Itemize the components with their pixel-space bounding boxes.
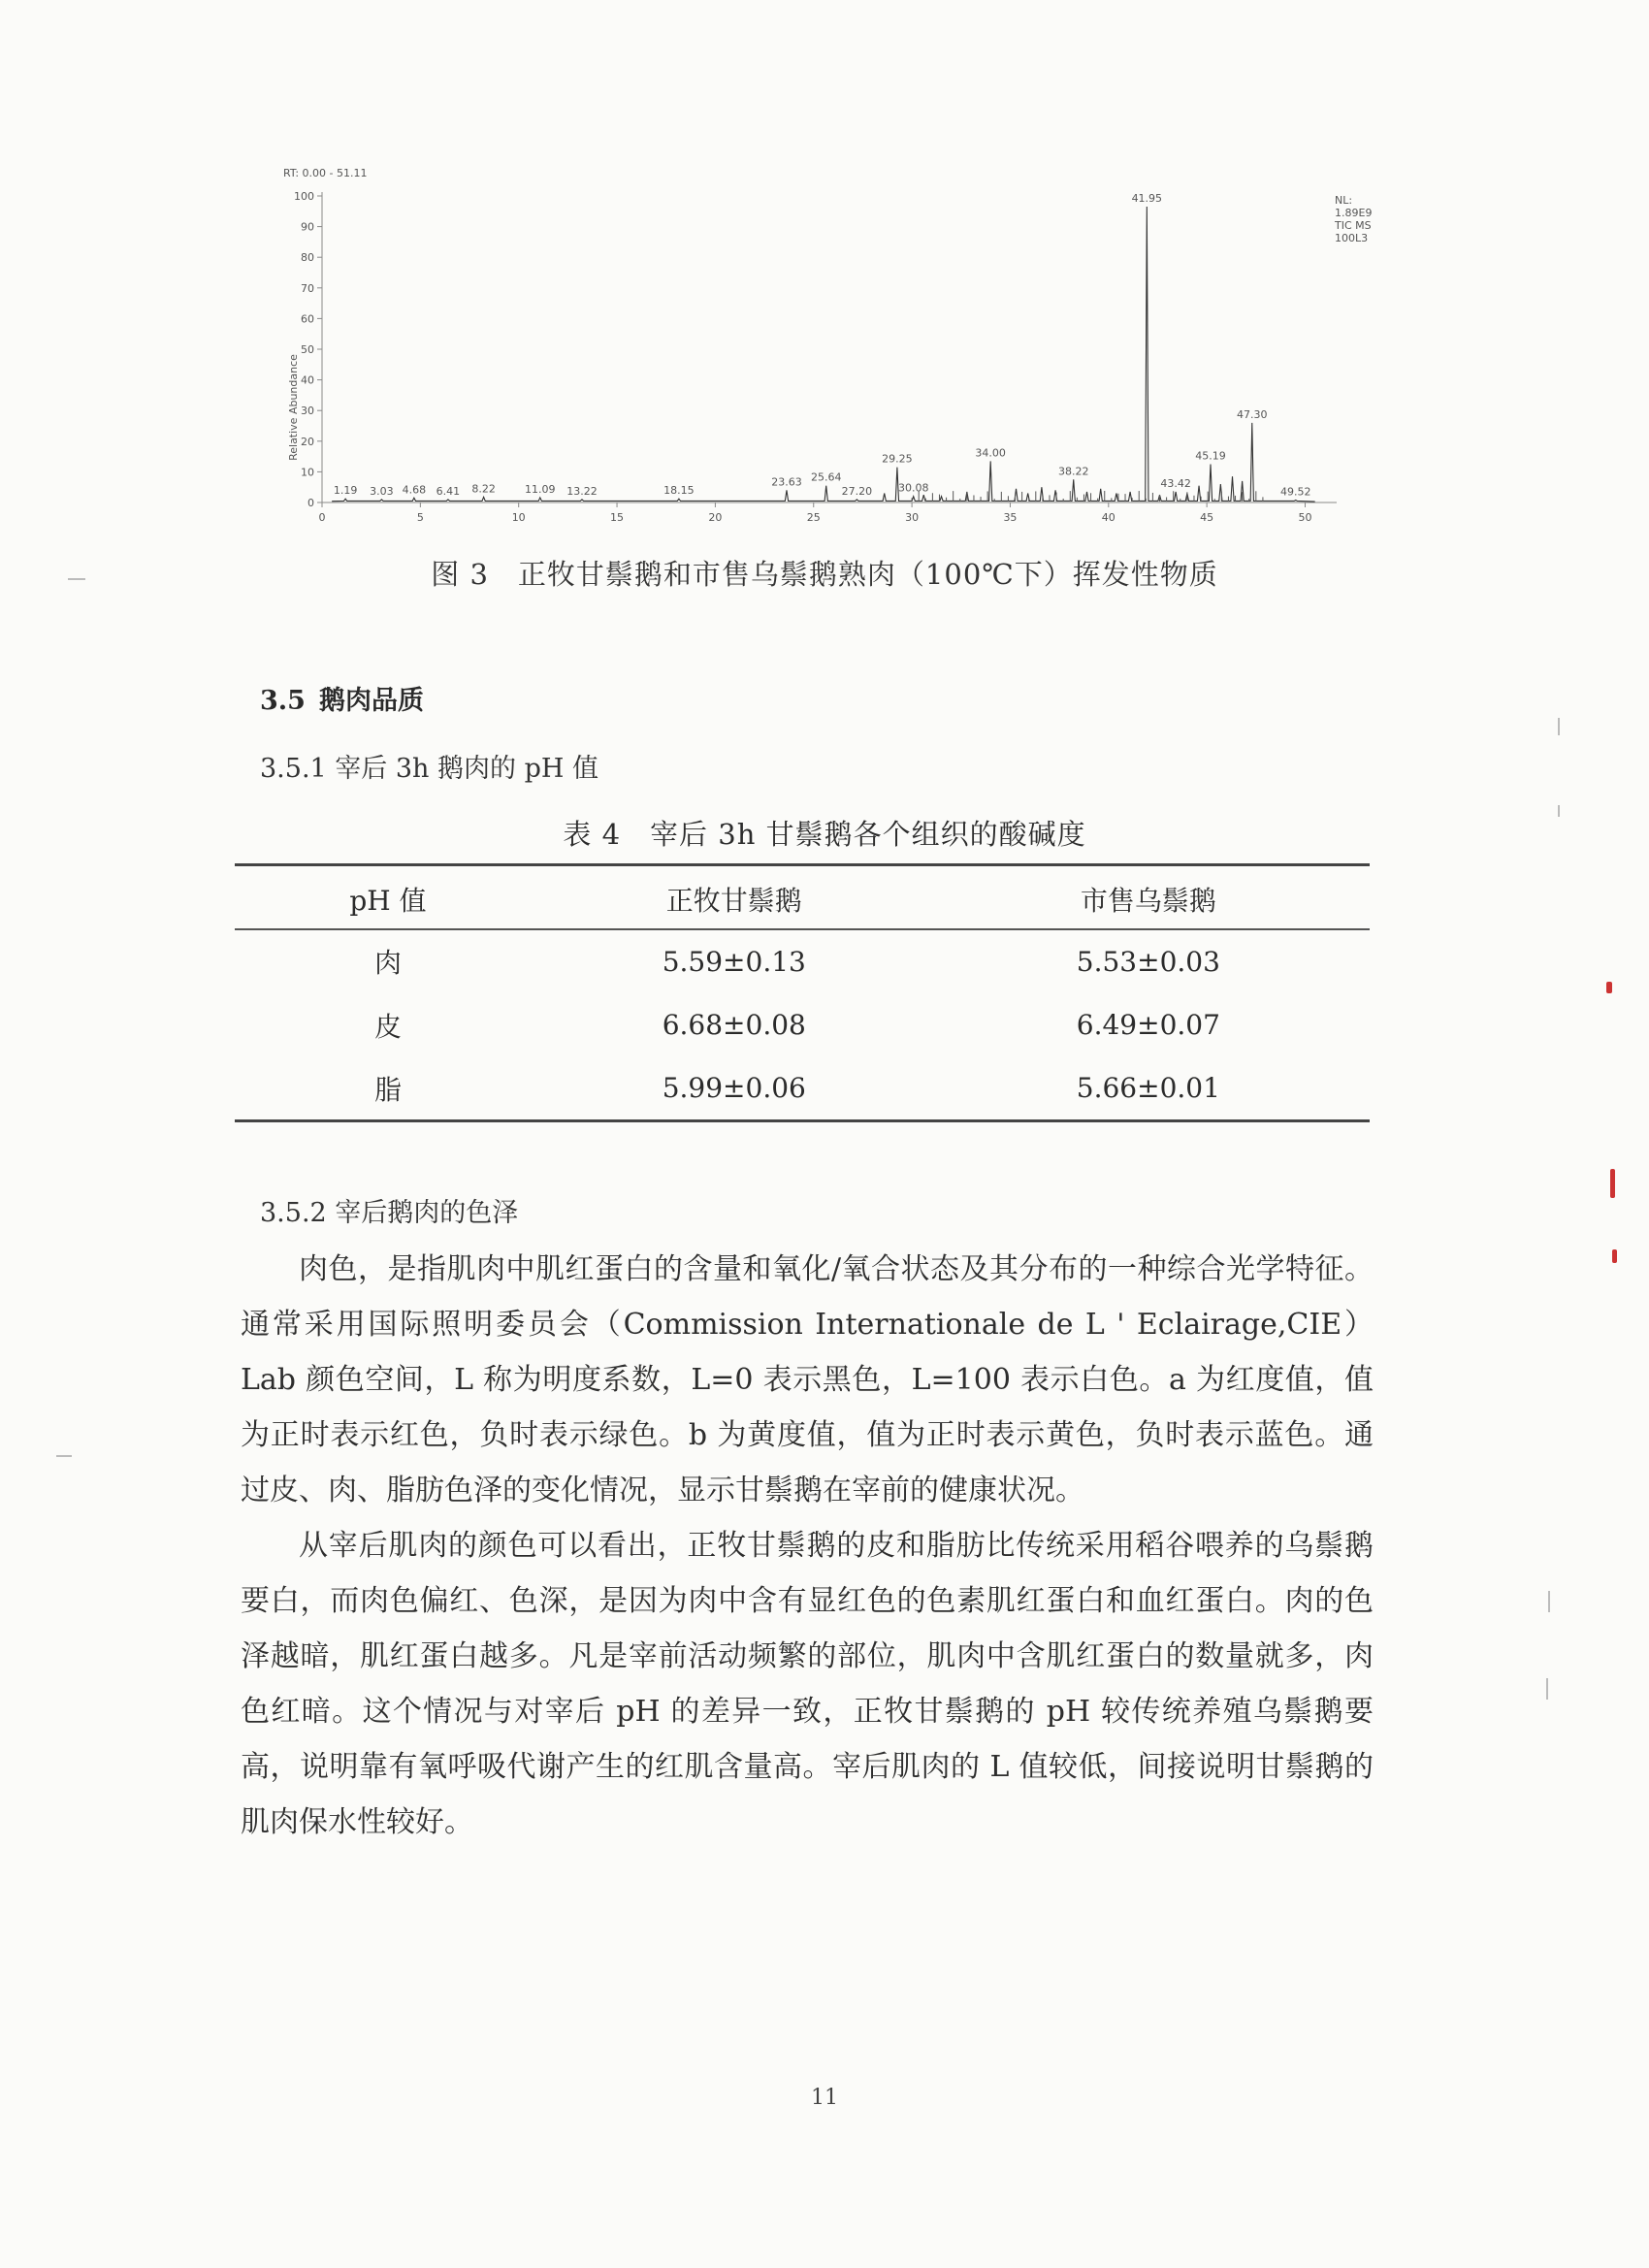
section-heading-3-5 [260, 679, 424, 717]
y-tick-label: 40 [301, 373, 314, 387]
table-cell: 脂 [235, 1057, 541, 1121]
x-tick-label: 40 [1101, 511, 1116, 524]
scan-mark [1558, 805, 1560, 817]
table-cell: 6.49±0.07 [1076, 1009, 1220, 1041]
y-axis-label: Relative Abundance [287, 354, 300, 461]
section-number: 3.5 [260, 686, 306, 716]
paragraph: 肉色，是指肌肉中肌红蛋白的含量和氧化/氧合状态及其分布的一种综合光学特征。通常采用国际照明委员会（Commission Internationale de L ' Eclairage,CIE）Lab 颜色空间，L 称为明度系数，L=0 表示黑色，L=100 表示白色。a 为红度值，值为正时表示红色，负时表示绿色。b 为黄度值，值为正时表示黄色，负时表示蓝色。通过皮、肉、脂肪色泽的变化情况，显示甘鬃鹅在宰前的健康状况。 [241, 1252, 1374, 1507]
table-cell: 皮 [373, 1010, 402, 1043]
table-row [235, 929, 1370, 993]
nl-info-line: TIC MS [1335, 219, 1372, 232]
peak-label: 18.15 [663, 484, 695, 498]
y-tick-label: 90 [301, 220, 314, 234]
subsection-heading-3-5-2: 3.5.2 宰后鹅肉的色泽 [260, 1198, 519, 1228]
chromatogram-trace [332, 207, 1315, 502]
peak-label: 34.00 [975, 446, 1006, 460]
peak-label: 43.42 [1160, 476, 1191, 490]
x-tick-label: 35 [1003, 511, 1018, 524]
peak-label: 6.41 [436, 484, 461, 498]
paragraph: 从宰后肌肉的颜色可以看出，正牧甘鬃鹅的皮和脂肪比传统采用稻谷喂养的乌鬃鹅要白，而肉色偏红、色深，是因为肉中含有显红色的色素肌红蛋白和血红蛋白。肉的色泽越暗，肌红蛋白越多。凡是宰前活动频繁的部位，肌肉中含肌红蛋白的数量就多，肉色红暗。这个情况与对宰后 pH 的差异一致，正牧甘鬃鹅的 pH 较传统养殖乌鬃鹅要高，说明靠有氧呼吸代谢产生的红肌含量高。宰后肌肉的 L 值较低，间接说明甘鬃鹅的肌肉保水性较好。 [241, 1529, 1374, 1839]
table-header-cell: 正牧甘鬃鹅 [541, 865, 927, 929]
nl-info-line: 100L3 [1335, 232, 1369, 244]
peak-label: 4.68 [402, 483, 427, 497]
peak-label: 8.22 [471, 482, 496, 496]
y-tick-label: 100 [294, 190, 314, 203]
x-tick-label: 30 [905, 511, 920, 524]
scan-mark [1612, 1249, 1617, 1263]
body-text [241, 1242, 1374, 1850]
chromatogram-chart [262, 155, 1406, 553]
x-tick-label: 15 [610, 511, 625, 524]
ph-table [235, 863, 1370, 1122]
peak-label: 47.30 [1237, 407, 1268, 421]
peak-label: 49.52 [1280, 485, 1311, 499]
scan-mark [1606, 982, 1612, 993]
scan-mark [1548, 1591, 1550, 1612]
peak-label: 29.25 [882, 452, 913, 466]
peak-label: 13.22 [566, 484, 598, 498]
y-tick-label: 10 [301, 466, 314, 479]
peak-label: 38.22 [1057, 465, 1089, 478]
table-header-row [235, 865, 1370, 929]
x-tick-label: 20 [708, 511, 723, 524]
table-header-cell: pH 值 [235, 865, 541, 929]
scan-mark [1546, 1678, 1548, 1700]
nl-info-line: NL: [1335, 194, 1353, 207]
x-tick-label: 5 [416, 511, 424, 524]
x-tick-label: 10 [511, 511, 526, 524]
y-tick-label: 20 [301, 435, 314, 448]
figure-caption: 图 3 正牧甘鬃鹅和市售乌鬃鹅熟肉（100℃下）挥发性物质 [431, 558, 1218, 591]
peak-label: 30.08 [897, 481, 929, 495]
peak-label: 27.20 [841, 484, 873, 498]
chromatogram-figure [262, 155, 1406, 553]
table-row [235, 1057, 1370, 1121]
peak-labels [334, 192, 1311, 498]
table-cell: 6.68±0.08 [662, 1009, 806, 1041]
table-cell: 5.53±0.03 [1076, 945, 1220, 978]
y-tick-label: 70 [301, 281, 314, 295]
scan-mark [68, 578, 85, 580]
table-header-cell: 市售乌鬃鹅 [927, 865, 1370, 929]
table-cell: 5.99±0.06 [541, 1057, 927, 1121]
table-row [235, 993, 1370, 1057]
peak-label: 3.03 [370, 484, 394, 498]
scan-mark [1610, 1169, 1615, 1198]
peak-label: 23.63 [771, 475, 802, 489]
y-tick-label: 80 [301, 251, 314, 265]
table-cell: 5.66±0.01 [927, 1057, 1370, 1121]
y-tick-label: 30 [301, 405, 314, 418]
x-tick-label: 0 [318, 511, 326, 524]
scan-mark [56, 1455, 72, 1457]
peak-label: 45.19 [1195, 449, 1226, 463]
peak-label: 11.09 [525, 482, 556, 496]
subsection-heading-3-5-1: 3.5.1 宰后 3h 鹅肉的 pH 值 [260, 754, 599, 784]
page-number: 11 [811, 2086, 838, 2110]
table-cell: 肉 [373, 947, 402, 979]
chromatogram-line [332, 207, 1315, 502]
peak-label: 41.95 [1131, 192, 1163, 206]
nl-info [1334, 194, 1372, 244]
scan-mark [1558, 718, 1560, 735]
x-tick-label: 50 [1298, 511, 1312, 524]
peak-label: 1.19 [333, 484, 358, 498]
y-tick-label: 60 [301, 312, 314, 326]
y-tick-label: 0 [307, 497, 314, 509]
section-title: 鹅肉品质 [318, 686, 424, 716]
chart-header: RT: 0.00 - 51.11 [283, 167, 368, 179]
table-caption: 表 4 宰后 3h 甘鬃鹅各个组织的酸碱度 [563, 818, 1086, 851]
y-tick-label: 50 [301, 343, 314, 356]
table-cell: 5.59±0.13 [662, 945, 806, 978]
nl-info-line: 1.89E9 [1335, 207, 1373, 219]
x-tick-label: 45 [1200, 511, 1214, 524]
x-tick-label: 25 [806, 511, 821, 524]
peak-label: 25.64 [810, 470, 842, 484]
